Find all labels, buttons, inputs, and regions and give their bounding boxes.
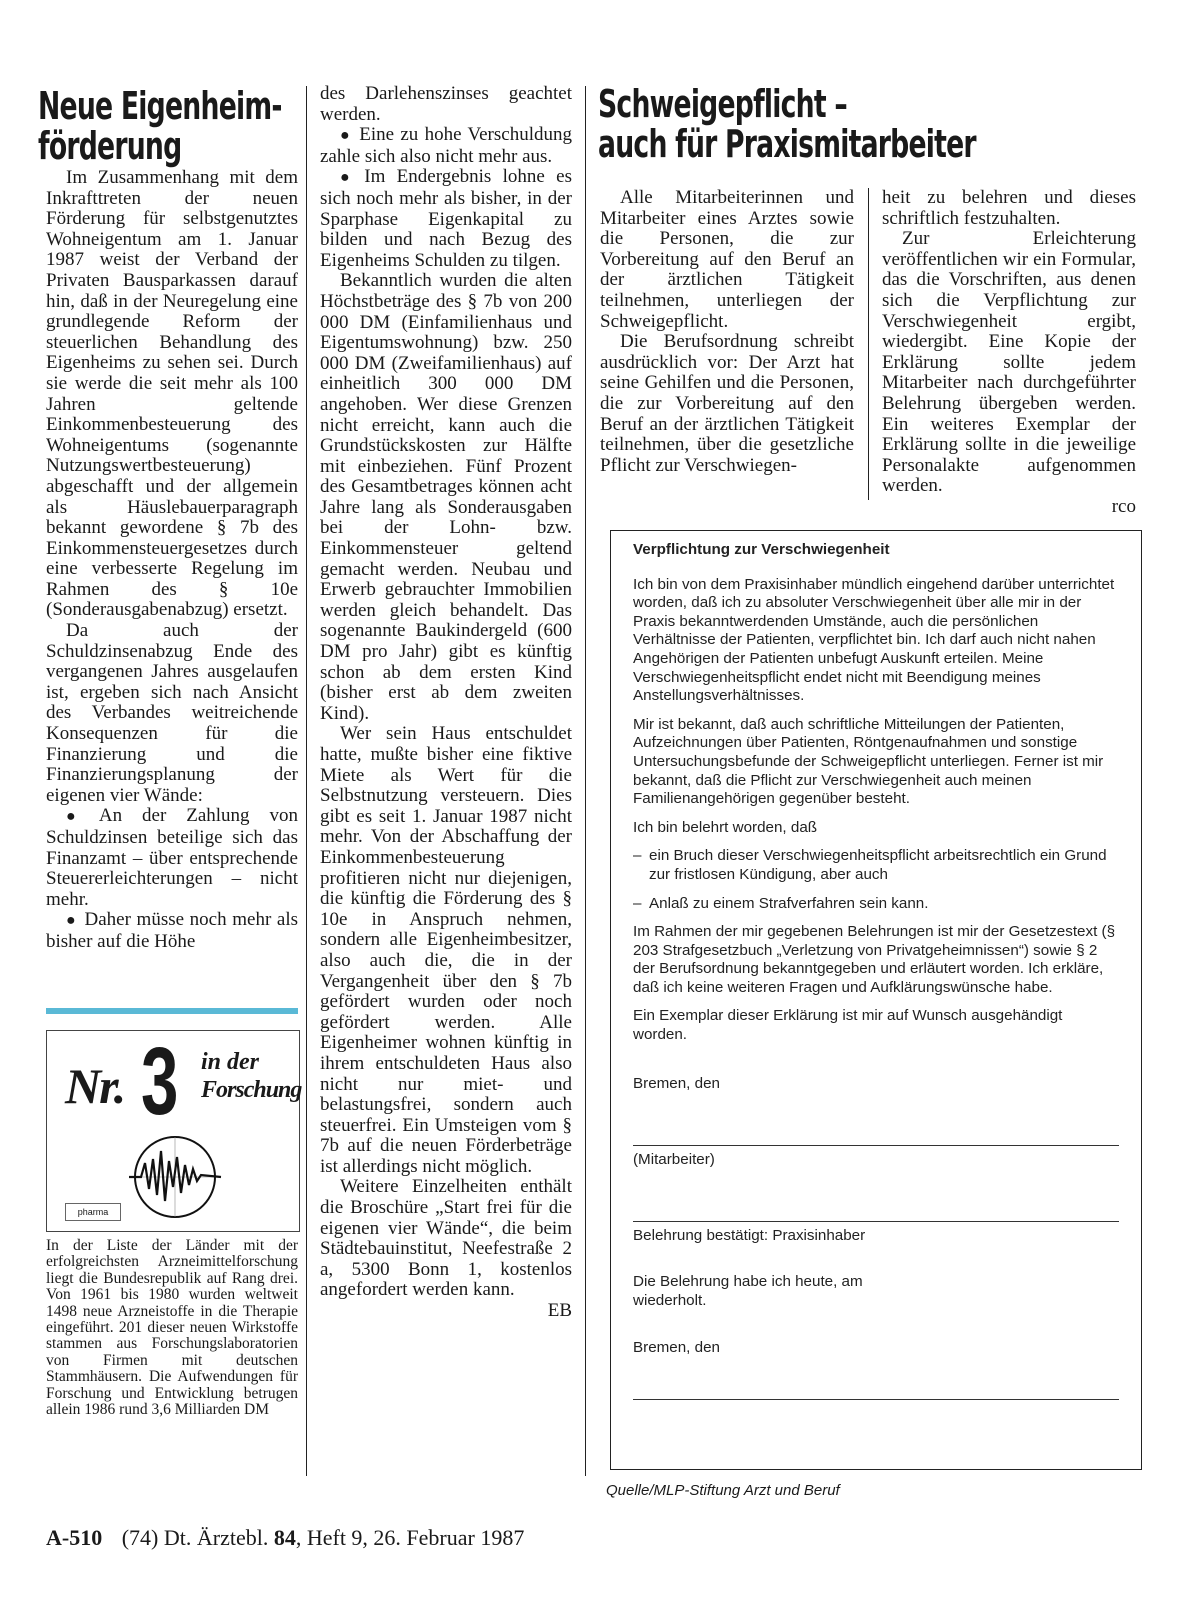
bullet-item: ● Eine zu hohe Verschuldung zahle sich also nicht mehr aus.	[320, 125, 572, 167]
confidentiality-form	[610, 530, 1142, 1470]
article-paragraph: Die Berufsordnung schreibt ausdrücklich vor: Der Arzt hat seine Gehilfen und die Personen, die zur Vorbereitung auf den Beruf an der ärztlichen Tätigkeit teilnehmen, über die gesetzliche Pflicht zur Verschwiegen-	[600, 331, 854, 476]
form-place-date: Bremen, den	[633, 1339, 720, 1356]
research-graph-icon	[115, 1131, 235, 1221]
article-paragraph: Wer sein Haus entschuldet hatte, mußte bisher eine fiktive Miete als Wert für die Selbstnutzung versteuern. Dies gibt es seit 1. Januar 1987 nicht mehr. Von der Abschaffung der Einkommenbesteuerung profitieren nicht nur diejenigen, die künftig die Förderung des § 10e in Anspruch nehmen, sondern alle Eigenheimbesitzer, also auch die, die in der Vergangenheit über den § 7b gefördert wurden oder noch gefördert werden. Alle Eigenheimer wohnen künftig in ihrem entschuldeten Haus also nicht nur miet- und belastungsfrei, sondern auch steuerfrei. Ein Umsteigen vom § 7b auf die neuen Förderbeträge ist allerdings nicht möglich.	[320, 723, 572, 1177]
form-list-item-text: Anlaß zu einem Strafverfahren sein kann.	[649, 894, 929, 912]
form-list-item-text: ein Bruch dieser Verschwiegenheitspflicht arbeitsrechtlich ein Grund zur fristlosen Kündigung, aber auch	[649, 847, 1107, 883]
page-number: A-510	[46, 1525, 103, 1550]
form-list-item: – Anlaß zu einem Strafverfahren sein kann.	[633, 894, 929, 912]
form-list-item: – ein Bruch dieser Verschwiegenheitspflicht arbeitsrechtlich ein Grund zur fristlosen Kündigung, aber auch	[633, 847, 1117, 884]
left-article-column-2	[320, 84, 572, 1322]
ad-line1: in der	[201, 1049, 260, 1075]
signature-label-owner: Belehrung bestätigt: Praxisinhaber	[633, 1227, 866, 1244]
form-title: Verpflichtung zur Verschwiegenheit	[633, 541, 890, 558]
form-paragraph: Ein Exemplar dieser Erklärung ist mir auf Wunsch ausgehändigt worden.	[633, 1007, 1063, 1044]
article-paragraph: Im Zusammenhang mit dem Inkrafttreten der neuen Förderung für selbstgenutztes Wohneigentum am 1. Januar 1987 weist der Verband der Privaten Bausparkassen darauf hin, daß in der Neuregelung eine grundlegende Reform der steuerlichen Behandlung des Eigenheims zu sehen sei. Durch sie werde die seit mehr als 100 Jahren geltende Einkommenbesteuerung des Wohneigentums (sogenannte Nutzungswertbesteuerung) abgeschafft und der allgemein als Häuslebauerparagraph bekannt gewordene § 7b des Einkommensteuergesetzes durch eine verbesserte Regelung im Rahmen des § 10e (Sonderausgabenabzug) ersetzt.	[46, 167, 298, 621]
ad-divider-bar	[46, 1008, 298, 1014]
title-line: Neue Eigenheim-	[38, 84, 282, 128]
footer-citation: (74) Dt. Ärztebl.	[121, 1525, 269, 1550]
ad-headline	[65, 1028, 302, 1135]
form-place-date: Bremen, den	[633, 1075, 720, 1092]
page-footer	[46, 1525, 524, 1551]
form-paragraph: Ich bin von dem Praxisinhaber mündlich eingehend darüber unterrichtet worden, daß ich zu absoluter Verschwiegenheit über alle mir in der Praxis bekanntwerdenden Umstände, auch die persönlichen Verhältnisse der Patienten, verpflichtet bin. Ich darf auch nicht nahen Angehörigen der Patienten unbefugt Auskunft erteilen. Meine Verschwiegenheitspflicht endet nicht mit Beendigung meines Anstellungsverhältnisses.	[633, 575, 1115, 705]
left-article-title	[38, 86, 368, 166]
pharma-logo	[65, 1203, 121, 1221]
ad-box	[46, 1030, 300, 1232]
article-paragraph: Weitere Einzelheiten enthält die Broschüre „Start frei für die eigenen vier Wände“, die beim Städtebauinstitut, Neefestraße 2 a, 5300 Bonn 1, kostenlos angefordert werden kann.	[320, 1176, 572, 1301]
right-article-title	[598, 84, 1158, 164]
article-paragraph: des Darlehenszinses geachtet werden.	[320, 83, 572, 125]
column-rule	[868, 188, 869, 500]
column-rule	[585, 86, 586, 1476]
form-paragraph: Im Rahmen der mir gegebenen Belehrungen ist mir der Gesetzestext (§ 203 Strafgesetzbuch „Verletzung von Privatgeheimnissen“) sowie § 2 der Berufsordnung bekanntgegeben und erläutert worden. Ich erkläre, daß ich keine weiteren Fragen und Aufklärungswünsche habe.	[633, 923, 1116, 996]
title-line: förderung	[38, 124, 182, 168]
author-initials: rco	[1111, 495, 1136, 517]
article-paragraph: Zur Erleichterung veröffentlichen wir ein Formular, das die Vorschriften, aus denen sich die Verpflichtung zur Verschwiegenheit ergibt, wiedergibt. Eine Kopie der Erklärung sollte jedem Mitarbeiter nach durchgeführter Belehrung übergeben werden. Ein weiteres Exemplar der Erklärung sollte in die jeweilige Personalakte aufgenommen werden.	[882, 228, 1136, 497]
article-paragraph: Alle Mitarbeiterinnen und Mitarbeiter eines Arztes sowie die Personen, die zur Vorbereitung auf den Beruf an der ärztlichen Tätigkeit teilnehmen, unterliegen der Schweigepflicht.	[600, 187, 854, 332]
right-article-column-1	[600, 188, 854, 476]
ad-caption	[46, 1238, 298, 1418]
bullet-item: ● Daher müsse noch mehr als bisher auf die Höhe	[46, 910, 298, 952]
title-line: auch für Praxismitarbeiter	[598, 122, 976, 166]
ad-caption-text: In der Liste der Länder mit der erfolgreichsten Arzneimittelforschung liegt die Bundesrepublik auf Rang drei. Von 1961 bis 1980 wurden weltweit 1498 neue Arzneistoffe in die Therapie eingeführt. 201 dieser neuen Wirkstoffe stammen aus Forschungslaboratorien von Firmen mit deutschen Stammhäusern. Die Aufwendungen für Forschung und Entwicklung betrugen allein 1986 rund 3,6 Milliarden DM	[46, 1237, 298, 1419]
bullet-item: ● Im Endergebnis lohne es sich noch mehr als bisher, in der Sparphase Eigenkapital zu bilden und nach Bezug des Eigenheims Schulden zu tilgen.	[320, 167, 572, 271]
signature-line	[633, 1221, 1119, 1222]
ad-nr: Nr.	[65, 1058, 125, 1114]
pharma-logo-text: pharma	[77, 1207, 109, 1217]
form-paragraph: Die Belehrung habe ich heute, am wiederholt.	[633, 1273, 863, 1309]
author-initials: EB	[547, 1300, 572, 1322]
left-article-column-1	[46, 168, 298, 953]
bullet-item: ● An der Zahlung von Schuldzinsen beteilige sich das Finanzamt – über entsprechende Steuererleichterungen – nicht mehr.	[46, 806, 298, 910]
form-source: Quelle/MLP-Stiftung Arzt und Beruf	[606, 1482, 840, 1499]
ad-number: 3	[141, 1028, 179, 1135]
article-paragraph: Da auch der Schuldzinsenabzug Ende des vergangenen Jahres ausgelaufen ist, ergeben sich nach Ansicht des Verbandes weitreichende Konsequenzen für die Finanzierung und die Finanzierungsplanung der eigenen vier Wände:	[46, 620, 298, 806]
title-line: Schweigepflicht –	[598, 82, 847, 126]
article-paragraph: Bekanntlich wurden die alten Höchstbeträge des § 7b von 200 000 DM (Einfamilienhaus und Eigentumswohnung) bzw. 250 000 DM (Zweifamilienhaus) auf einheitlich 300 000 DM angehoben. Wer diese Grenzen nicht erreicht, kann auch die Grundstückskosten zur Hälfte mit einbeziehen. Fünf Prozent des Gesamtbetrages können acht Jahre lang als Sonderausgaben bei der Lohn- bzw. Einkommensteuer geltend gemacht werden. Neubau und Erwerb gebrauchter Immobilien werden gleich behandelt. Das sogenannte Baukindergeld (600 DM pro Jahr) gibt es künftig schon ab dem ersten Kind (bisher erst ab dem zweiten Kind).	[320, 270, 572, 724]
right-article-column-2	[882, 188, 1136, 518]
signature-label-employee: (Mitarbeiter)	[633, 1151, 715, 1168]
article-paragraph: heit zu belehren und dieses schriftlich festzuhalten.	[882, 187, 1136, 229]
ad-line2: Forschung	[201, 1077, 302, 1103]
footer-volume: 84	[273, 1525, 296, 1550]
column-rule	[306, 86, 307, 1476]
signature-line	[633, 1399, 1119, 1400]
form-paragraph: Ich bin belehrt worden, daß	[633, 818, 818, 836]
footer-citation-end: , Heft 9, 26. Februar 1987	[295, 1525, 525, 1550]
signature-line	[633, 1145, 1119, 1146]
form-paragraph: Mir ist bekannt, daß auch schriftliche Mitteilungen der Patienten, Aufzeichnungen über Patienten, Röntgenaufnahmen und sonstige Untersuchungsbefunde der Schweigepflicht unterliegen. Ferner ist mir bekannt, daß die Pflicht zur Verschwiegenheit auch meinen Familienangehörigen gegenüber besteht.	[633, 715, 1104, 808]
